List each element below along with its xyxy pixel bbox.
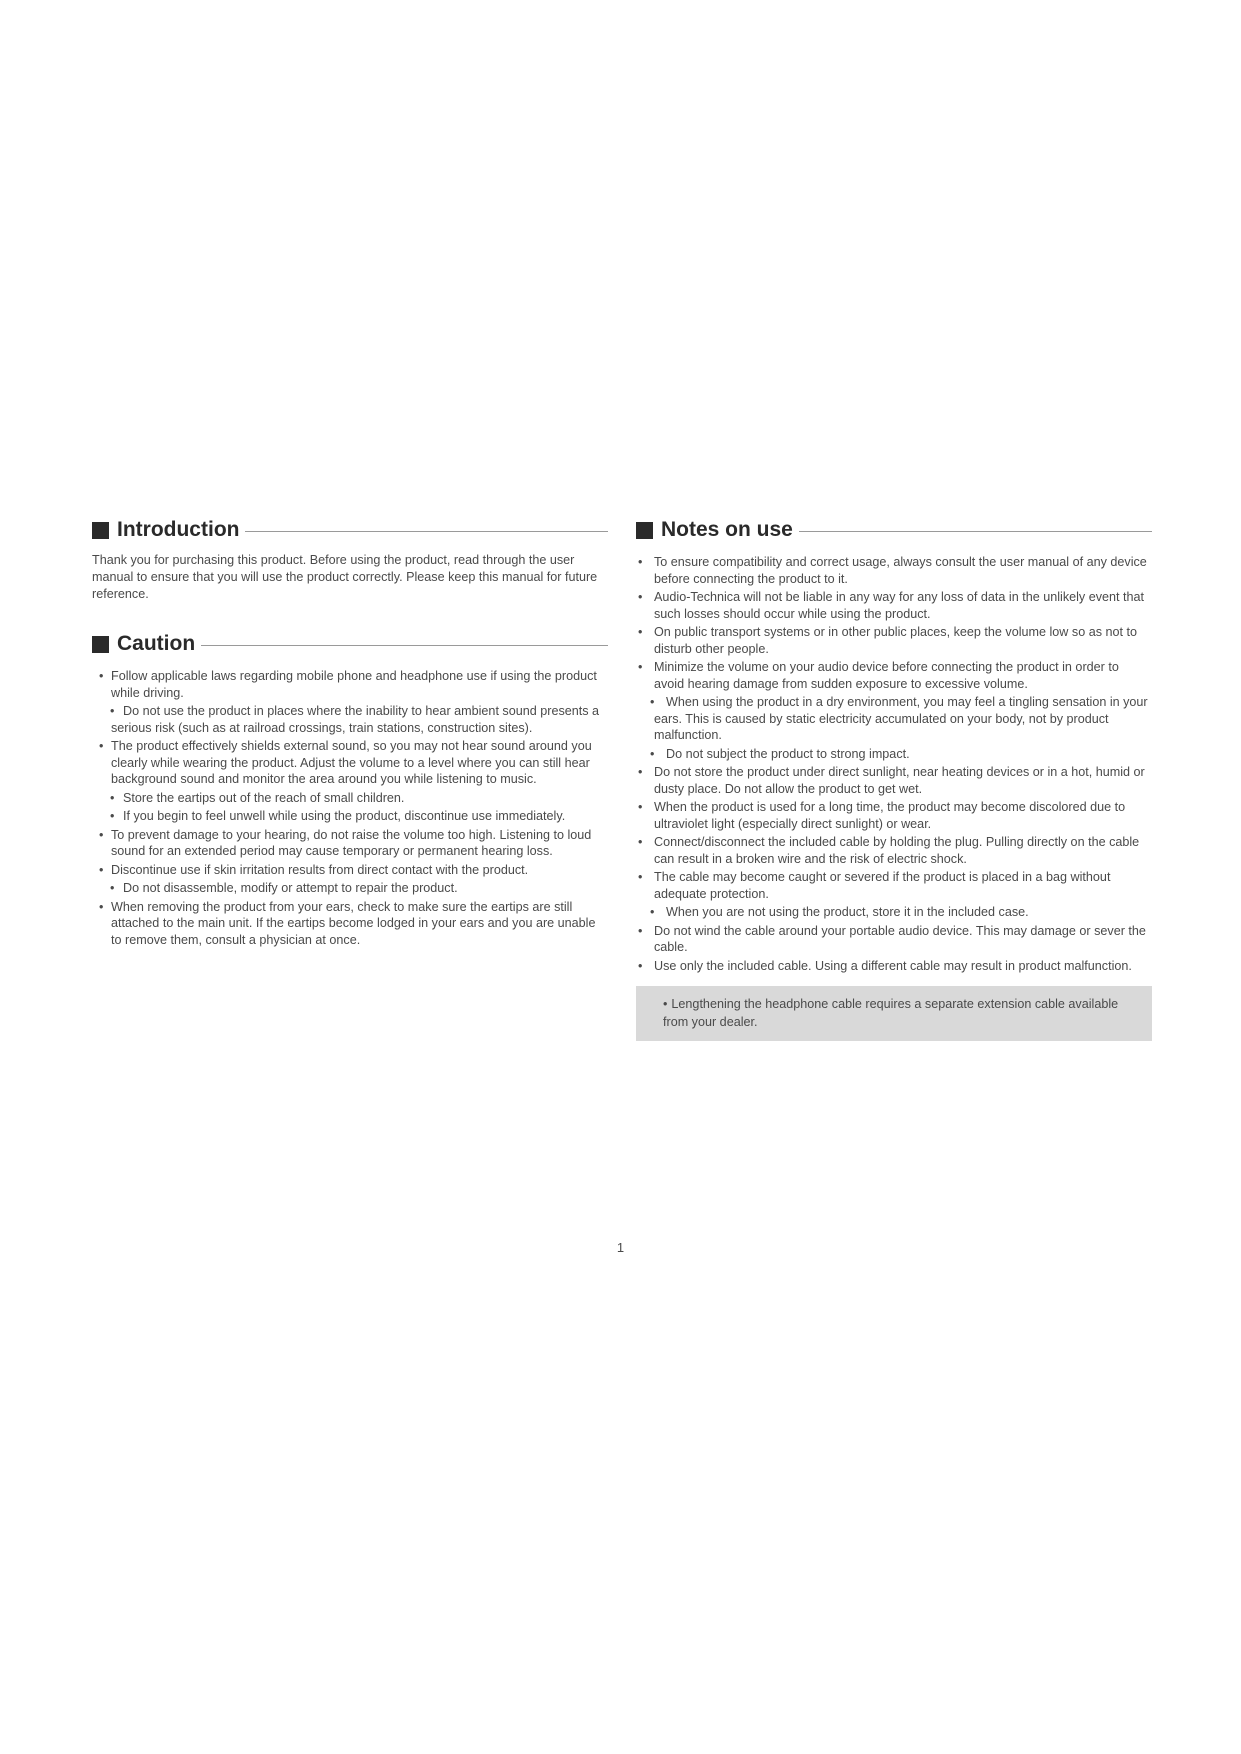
bullet-icon: • [99, 862, 104, 877]
list-item [92, 808, 608, 825]
list-item [92, 899, 608, 949]
list-item [636, 799, 1152, 832]
right-column [636, 516, 1152, 1041]
bullet-icon: • [650, 695, 655, 709]
heading-rule [201, 645, 608, 646]
list-item [92, 668, 608, 701]
list-item [636, 904, 1152, 921]
bullet-icon: • [638, 958, 643, 973]
list-item-text: Discontinue use if skin irritation results from direct contact with the product. [111, 862, 529, 877]
list-item-text: Do not use the product in places where the inability to hear ambient sound presents a serious risk (such as at railroad crossings, train stations, construction sites). [111, 704, 600, 735]
list-item-text: When you are not using the product, store it in the included case. [666, 905, 1029, 919]
heading-square-icon [92, 636, 109, 653]
heading-square-icon [636, 522, 653, 539]
list-item-text: Use only the included cable. Using a different cable may result in product malfunction. [654, 958, 1132, 973]
bullet-icon: • [638, 800, 643, 814]
list-item [636, 589, 1152, 622]
bullet-icon: • [110, 790, 115, 805]
bullet-icon: • [638, 660, 643, 674]
notes-on-use-heading-text: Notes on use [661, 518, 793, 541]
list-item-text: Minimize the volume on your audio device before connecting the product in order to avoid hearing damage from sudden exposure to excessive volume. [654, 660, 1119, 691]
list-item-text: Do not disassemble, modify or attempt to repair the product. [123, 881, 458, 895]
list-item-text: To ensure compatibility and correct usage, always consult the user manual of any device before connecting the product to it. [654, 555, 1147, 586]
bullet-icon: • [638, 835, 643, 849]
notes-on-use-heading [636, 516, 1152, 544]
bullet-icon: • [638, 923, 643, 938]
list-item [92, 880, 608, 897]
bullet-icon: • [99, 739, 104, 753]
bullet-icon: • [650, 905, 655, 919]
heading-rule [245, 531, 608, 532]
list-item [636, 554, 1152, 587]
bullet-icon: • [638, 765, 643, 779]
list-item [636, 764, 1152, 797]
list-item-text: When removing the product from your ears, check to make sure the eartips are still attached to the main unit. If the eartips become lodged in your ears and you are unable to remove them, consult a physician at once. [111, 899, 596, 947]
list-item-text: Store the eartips out of the reach of small children. [123, 790, 405, 805]
caution-heading-text: Caution [117, 632, 196, 655]
bullet-icon: • [99, 669, 104, 683]
list-item [636, 624, 1152, 657]
list-item-text: When the product is used for a long time, the product may become discolored due to ultraviolet light (especially direct sunlight) or wear. [654, 800, 1126, 831]
bullet-icon: • [638, 555, 643, 569]
list-item [92, 827, 608, 860]
bullet-icon: • [99, 827, 104, 842]
bullet-icon: • [638, 590, 643, 604]
heading-square-icon [92, 522, 109, 539]
notes-on-use-list [636, 554, 1152, 974]
notes-on-use-section [636, 516, 1152, 1041]
page-number: 1 [616, 1240, 625, 1255]
introduction-heading-text: Introduction [117, 518, 240, 541]
list-item [636, 746, 1152, 763]
bullet-icon: • [638, 625, 643, 639]
bullet-icon: • [663, 997, 668, 1011]
list-item-text: Do not subject the product to strong impact. [666, 746, 910, 761]
list-item-text: Audio-Technica will not be liable in any way for any loss of data in the unlikely event that such losses should occur while using the product. [654, 590, 1145, 621]
list-item [92, 703, 608, 736]
list-item [636, 659, 1152, 692]
caution-list [92, 668, 608, 948]
list-item [92, 862, 608, 879]
list-item [92, 790, 608, 807]
heading-rule [799, 531, 1152, 532]
introduction-section [92, 516, 608, 603]
note-box-text: Lengthening the headphone cable requires a separate extension cable available from your dealer. [663, 997, 1119, 1029]
list-item [636, 834, 1152, 867]
bullet-icon: • [650, 746, 655, 761]
introduction-text: Thank you for purchasing this product. Before using the product, read through the user manual to ensure that you will use the product correctly. Please keep this manual for future reference. [92, 553, 598, 601]
note-box [636, 986, 1152, 1041]
list-item [636, 958, 1152, 975]
list-item-text: When using the product in a dry environment, you may feel a tingling sensation in your ears. This is caused by static electricity accumulated on your body, not by product malfunction. [654, 695, 1148, 742]
bullet-icon: • [110, 704, 115, 718]
list-item-text: The product effectively shields external sound, so you may not hear sound around you clearly while wearing the product. Adjust the volume to a level where you can still hear background sound and monitor the area around you while listening to music. [111, 739, 592, 786]
list-item [636, 694, 1152, 744]
list-item-text: Connect/disconnect the included cable by holding the plug. Pulling directly on the cable can result in a broken wire and the risk of electric shock. [654, 835, 1140, 866]
list-item-text: To prevent damage to your hearing, do not raise the volume too high. Listening to loud sound for an extended period may cause temporary or permanent hearing loss. [111, 827, 592, 858]
bullet-icon: • [99, 899, 104, 914]
list-item [636, 923, 1152, 956]
list-item-text: Do not store the product under direct sunlight, near heating devices or in a hot, humid or dusty place. Do not allow the product to get wet. [654, 765, 1145, 796]
list-item-text: On public transport systems or in other public places, keep the volume low so as not to disturb other people. [654, 625, 1138, 656]
list-item-text: The cable may become caught or severed if the product is placed in a bag without adequate protection. [654, 870, 1111, 901]
bullet-icon: • [110, 881, 115, 895]
bullet-icon: • [110, 809, 115, 823]
left-column [92, 516, 608, 950]
caution-heading [92, 630, 608, 658]
caution-section [92, 630, 608, 948]
list-item-text: If you begin to feel unwell while using the product, discontinue use immediately. [123, 809, 566, 823]
introduction-heading [92, 516, 608, 544]
list-item [636, 869, 1152, 902]
list-item-text: Follow applicable laws regarding mobile phone and headphone use if using the product while driving. [111, 669, 597, 700]
list-item [92, 738, 608, 788]
list-item-text: Do not wind the cable around your portable audio device. This may damage or sever the cable. [654, 923, 1146, 954]
bullet-icon: • [638, 870, 643, 884]
